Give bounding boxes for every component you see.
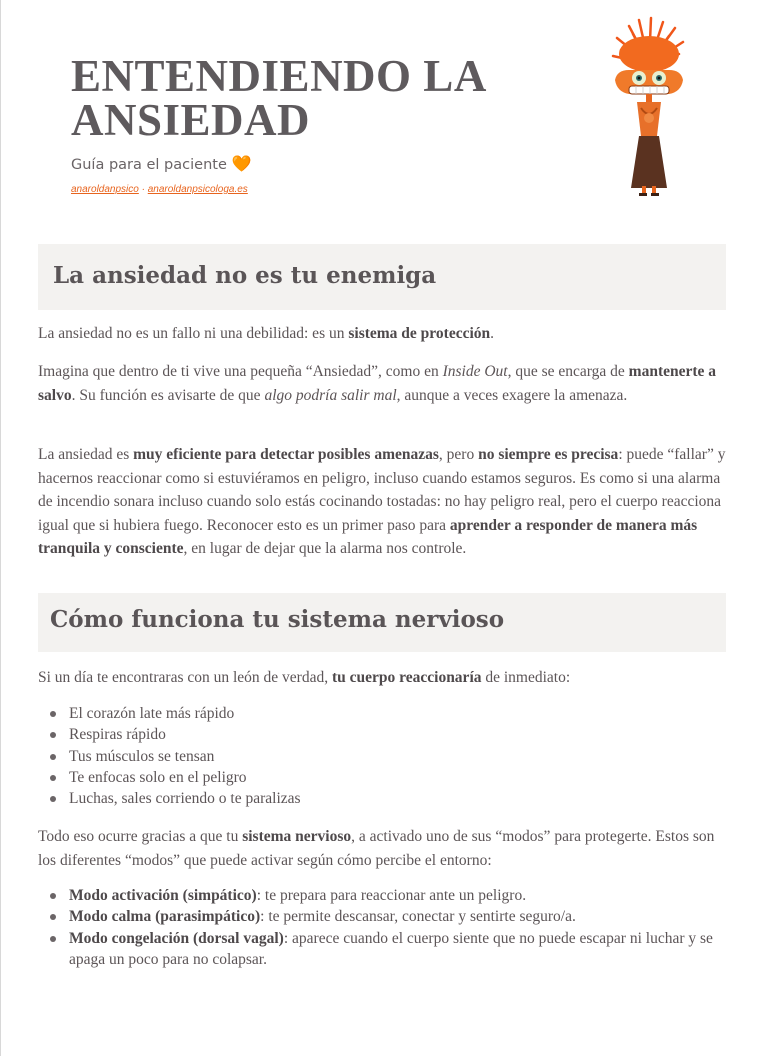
anxiety-character-illustration — [609, 16, 689, 196]
list-item: Luchas, sales corriendo o te paralizas — [50, 788, 730, 809]
section-heading-nervous-system: Cómo funciona tu sistema nervioso — [38, 593, 726, 652]
paragraph-protection: La ansiedad no es un fallo ni una debilidad: es un sistema de protección. — [38, 325, 495, 342]
link-separator: · — [141, 184, 145, 195]
paragraph-inside-out: Imagina que dentro de ti vive una pequeña “Ansiedad”, como en Inside Out, que se encarga de mantenerte a salvo. Su función es avisarte de que algo podría salir mal, aunque a veces exagere la amenaza. — [38, 363, 717, 404]
paragraph-lion: Si un día te encontraras con un león de verdad, tu cuerpo reaccionaría de inmediato: — [38, 669, 571, 686]
list-item: Tus músculos se tensan — [50, 746, 730, 767]
hair-mass — [619, 36, 679, 72]
list-item: El corazón late más rápido — [50, 703, 730, 724]
list-item-mode-freeze: Modo congelación (dorsal vagal): aparece cuando el cuerpo siente que no puede escapar ni luchar y se apaga un poco para no colapsar. — [50, 928, 730, 971]
list-item-mode-activation: Modo activación (simpático): te prepara para reaccionar ante un peligro. — [50, 885, 730, 906]
instagram-link[interactable]: anaroldanpsico — [71, 184, 139, 195]
page-title — [71, 51, 487, 145]
author-links — [71, 184, 248, 195]
body-reaction-list — [50, 703, 730, 809]
nervous-modes-list — [50, 885, 730, 970]
website-link[interactable]: anaroldanpsicologa.es — [147, 184, 248, 195]
paragraph-alarm: La ansiedad es muy eficiente para detectar posibles amenazas, pero no siempre es precisa: puede “fallar” y hacernos reaccionar como si estuviéramos en peligro, incluso cuando estamos seguros. Es como si una alarma de incendio sonara incluso cuando solo estás cocinando tostadas: no hay peligro real, pero el cuerpo reacciona igual que si hubiera fuego. Reconocer esto es un primer paso para aprender a responder de manera más tranquila y consciente, en lugar de dejar que la alarma nos controle. — [38, 446, 726, 557]
title-line-2: ANSIEDAD — [71, 95, 311, 145]
hands — [644, 113, 654, 123]
orange-heart-icon: 🧡 — [231, 154, 252, 173]
list-item: Te enfocas solo en el peligro — [50, 767, 730, 788]
list-item: Respiras rápido — [50, 724, 730, 745]
subtitle-text: Guía para el paciente — [71, 157, 227, 173]
teeth — [629, 86, 669, 94]
neck — [646, 94, 652, 102]
list-item-mode-calm: Modo calma (parasimpático): te permite descansar, conectar y sentirte seguro/a. — [50, 906, 730, 927]
title-line-1: ENTENDIENDO LA — [71, 51, 487, 101]
paragraph-modes-intro: Todo eso ocurre gracias a que tu sistema nervioso, a activado uno de sus “modos” para protegerte. Estos son los diferentes “modos” que puede activar según cómo percibe el entorno: — [38, 828, 715, 869]
page-subtitle — [71, 154, 251, 173]
skirt — [631, 136, 667, 188]
section-heading-anxiety-not-enemy: La ansiedad no es tu enemiga — [38, 244, 726, 310]
